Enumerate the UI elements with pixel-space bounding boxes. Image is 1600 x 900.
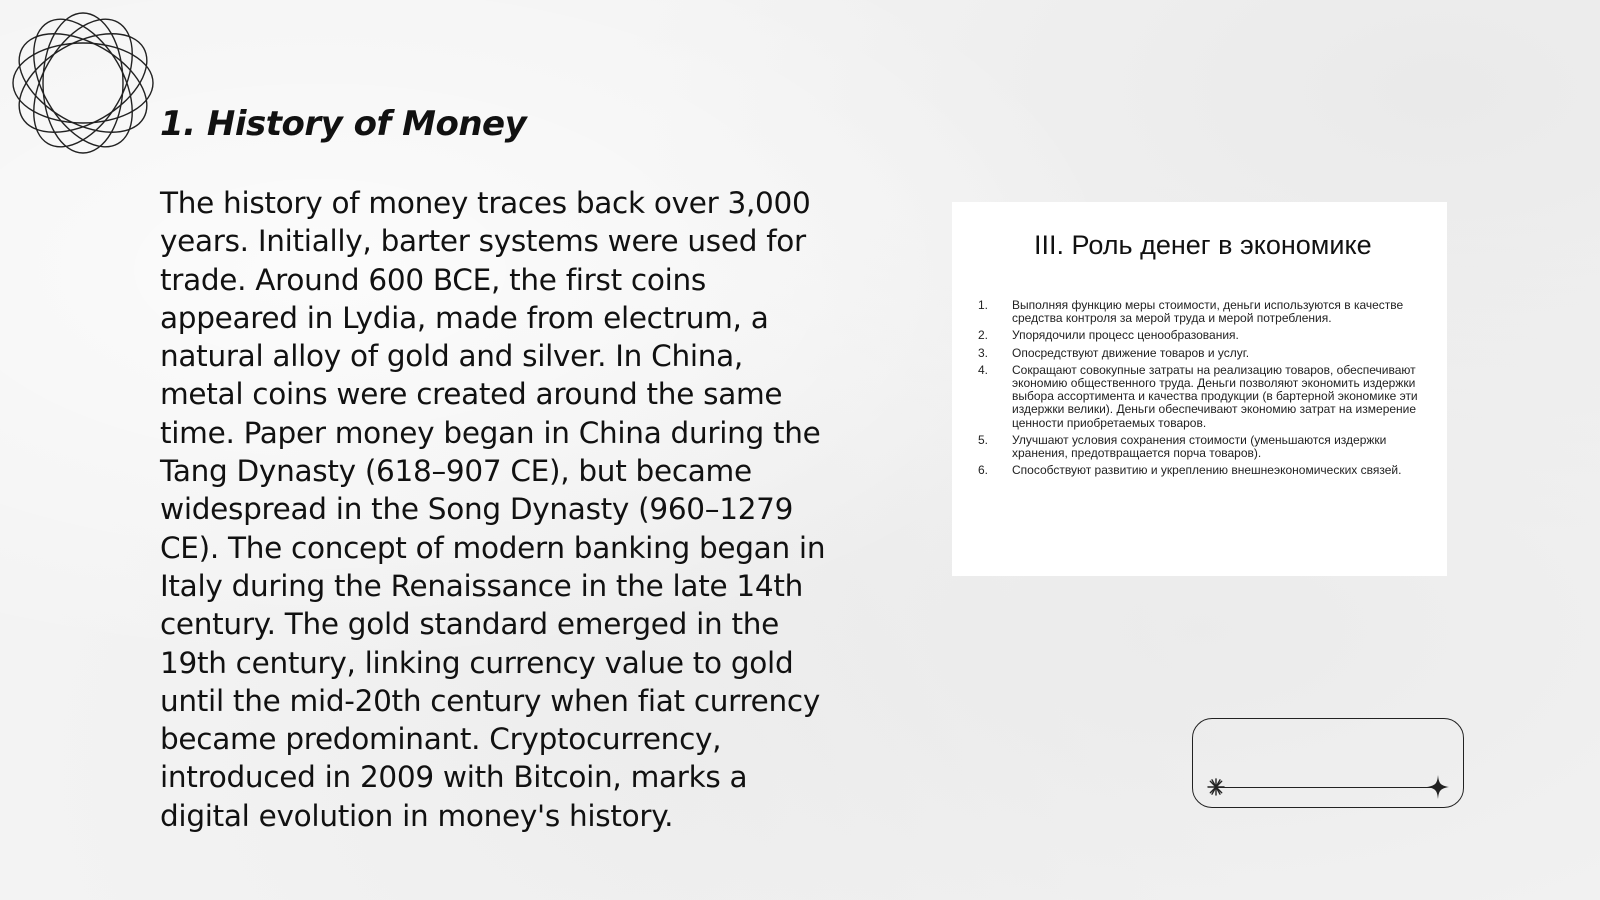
- list-item-number: 5.: [978, 432, 989, 447]
- list-item-number: 3.: [978, 345, 989, 360]
- divider-line: [1215, 787, 1441, 788]
- list-item-number: 4.: [978, 362, 989, 377]
- list-item: [978, 299, 1419, 325]
- list-item-number: 2.: [978, 328, 989, 343]
- star-icon: [1427, 775, 1449, 799]
- card-list: [978, 299, 1419, 477]
- list-item-text: Способствуют развитию и укреплению внешнеэкономических связей.: [1012, 463, 1402, 478]
- list-item-text: Улучшают условия сохранения стоимости (уменьшаются издержки хранения, предотвращается порча товаров).: [1012, 432, 1387, 461]
- russian-text-image: [952, 202, 1447, 576]
- list-item-text: Опосредствуют движение товаров и услуг.: [1012, 345, 1250, 360]
- slide-title: 1. History of Money: [160, 104, 527, 144]
- list-item-number: 6.: [978, 463, 989, 478]
- body-paragraph: The history of money traces back over 3,000 years. Initially, barter systems were used for trade. Around 600 BCE, the first coins appeared in Lydia, made from electrum, a natural alloy of gold and silver. In China, metal coins were created around the same time. Paper money began in China during the Tang Dynasty (618–907 CE), but became widespread in the Song Dynasty (960–1279 CE). The concept of modern banking began in Italy during the Renaissance in the late 14th century. The gold standard emerged in the 19th century, linking currency value to gold until the mid-20th century when fiat currency became predominant. Cryptocurrency, introduced in 2009 with Bitcoin, marks a digital evolution in money's history.: [160, 186, 826, 833]
- decorative-frame: [1192, 718, 1464, 808]
- list-item-text: Выполняя функцию меры стоимости, деньги используются в качестве средства контроля за мерой труда и мерой потребления.: [1012, 298, 1404, 326]
- list-item: [978, 434, 1419, 460]
- list-item-number: 1.: [978, 298, 989, 312]
- list-item: [978, 464, 1419, 477]
- list-item: [978, 329, 1419, 342]
- list-item: [978, 364, 1419, 430]
- list-item: [978, 347, 1419, 360]
- list-item-text: Упорядочили процесс ценообразования.: [1012, 328, 1239, 343]
- list-item-text: Сокращают совокупные затраты на реализацию товаров, обеспечивают экономию общественного труда. Деньги позволяют экономить издержки выбора ассортимента и качества продукции (в бартерной экономике эти издержки велики). Деньги обеспечивают экономию затрат на измерение ценности приобретаемых товаров.: [1012, 362, 1418, 430]
- rosette-ornament-icon: [10, 10, 156, 156]
- card-heading: III. Роль денег в экономике: [1034, 230, 1372, 260]
